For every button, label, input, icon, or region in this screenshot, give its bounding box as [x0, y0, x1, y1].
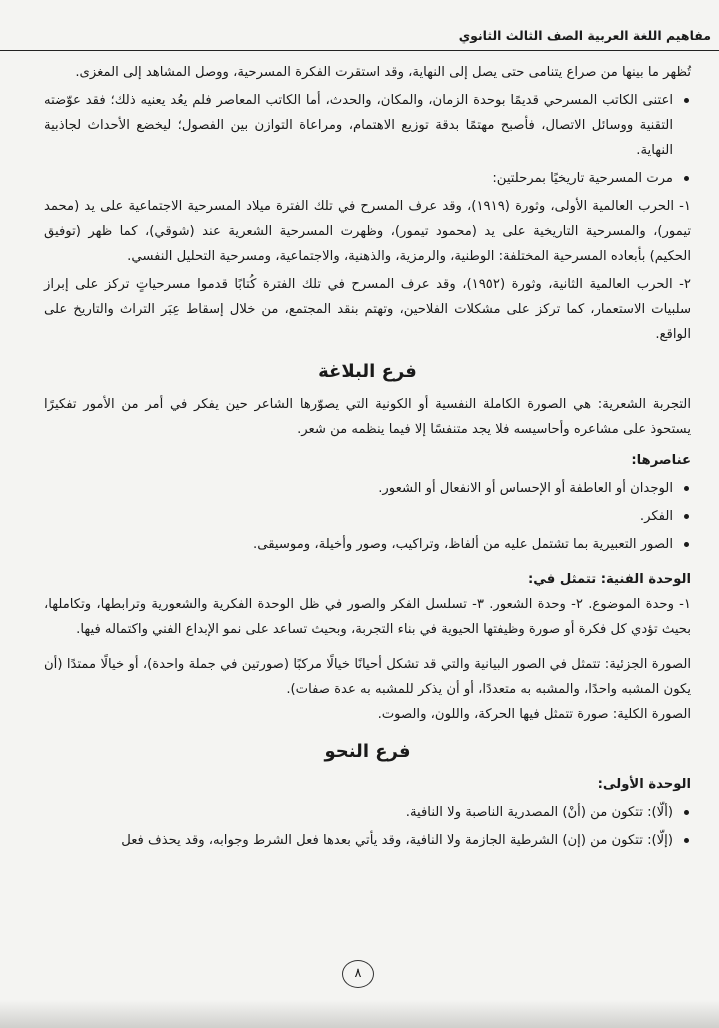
element-item [44, 504, 691, 529]
artistic-unity-heading: الوحدة الفنية: تتمثل في: [527, 572, 691, 587]
nahw-item [44, 800, 691, 825]
page-content [44, 60, 691, 853]
poetic-experience-definition: التجربة الشعرية: هي الصورة الكاملة النفسية أو الكونية التي يصوّرها الشاعر حين يفكر في أمر من الأمور تفكيرًا يستحوذ على مشاعره وأحاسيسه فلا يجد متنفسًا إلا فيما ينظمه من شعر. [44, 397, 691, 437]
bullet-dot-icon [684, 514, 689, 519]
nahw-item-text: (إلّا): تتكون من (إن) الشرطية الجازمة ولا النافية، وقد يأتي بعدها فعل الشرط وجوابه، وقد يحذف فعل [121, 833, 673, 848]
element-item [44, 532, 691, 557]
bullet-dot-icon [684, 176, 689, 181]
section-title-balagha: فرع البلاغة [318, 361, 417, 382]
bullet-dot-icon [684, 98, 689, 103]
bottom-shadow [0, 1000, 719, 1028]
bullet-item [44, 88, 691, 163]
bullet-dot-icon [684, 486, 689, 491]
nahw-item [44, 828, 691, 853]
bullet-dot-icon [684, 542, 689, 547]
bullet-text: اعتنى الكاتب المسرحي قديمًا بوحدة الزمان، والمكان، والحدث، أما الكاتب المعاصر فلم يعُد يعنيه ذلك؛ فقد عوّضته التقنية ووسائل الاتصال، فأصبح مهتمًا بدقة توزيع الاهتمام، ومراعاة التوازن بين الفصول؛ ليخضع الأحداث لجاذبية النهاية. [44, 93, 673, 158]
header-title: مفاهيم اللغة العربية الصف الثالث الثانوي [458, 28, 711, 43]
element-text: الفكر. [639, 509, 673, 524]
bullet-item [44, 166, 691, 191]
bullet-dot-icon [684, 838, 689, 843]
artistic-unity-text: ١- وحدة الموضوع. ٢- وحدة الشعور. ٣- تسلسل الفكر والصور في ظل الوحدة الفكرية والشعورية وترابطها، وتكاملها، بحيث تؤدي كل فكرة أو صورة وظيفتها الحيوية في بناء التجربة، وبحيث تساعد على نمو الإبداع الفني واكتماله فيها. [44, 597, 691, 637]
stage-item-2: ٢- الحرب العالمية الثانية، وثورة (١٩٥٢)، وقد عرف المسرح في تلك الفترة كُتابًا قدموا مسرحياتٍ تركز على إبراز سلبيات الاستعمار، كما تركز على مشكلات الفلاحين، وتهتم بنقد المجتمع، من خلال إسقاط عِبَر التراث والتاريخ على الواقع. [44, 277, 691, 342]
element-text: الصور التعبيرية بما تشتمل عليه من ألفاظ، وتراكيب، وصور وأخيلة، وموسيقى. [253, 537, 673, 552]
unit-one-heading: الوحدة الأولى: [597, 777, 691, 792]
element-text: الوجدان أو العاطفة أو الإحساس أو الانفعال أو الشعور. [378, 481, 673, 496]
nahw-item-text: (ألّا): تتكون من (أنْ) المصدرية الناصبة ولا النافية. [405, 805, 673, 820]
total-image-text: الصورة الكلية: صورة تتمثل فيها الحركة، واللون، والصوت. [377, 707, 691, 722]
section-title-nahw: فرع النحو [324, 741, 411, 762]
bullet-dot-icon [684, 810, 689, 815]
page-header [0, 24, 719, 51]
elements-heading: عناصرها: [631, 453, 691, 468]
partial-image-text: الصورة الجزئية: تتمثل في الصور البيانية والتي قد تشكل أحيانًا خيالًا مركبًا (صورتين في جملة واحدة)، أو خيالًا ممتدًا (أن يكون المشبه واحدًا، والمشبه به متعددًا، أو أن يذكر للمشبه به عدة صفات). [44, 657, 691, 697]
stage-item-1: ١- الحرب العالمية الأولى، وثورة (١٩١٩)، وقد عرف المسرح في تلك الفترة ميلاد المسرحية الاجتماعية على يد (محمد تيمور)، والمسرحية التاريخية على يد (محمود تيمور)، وظهرت المسرحية الشعرية عند (شوقي)، كما ظهر (توفيق الحكيم) بأبعاده المسرحية المختلفة: الوطنية، والرمزية، والذهنية، والاجتماعية، ومسرحية التحليل النفسي. [44, 199, 692, 264]
element-item [44, 476, 691, 501]
page-number: ٨ [342, 960, 374, 988]
intro-paragraph: تُظهر ما بينها من صراع يتنامى حتى يصل إلى النهاية، وقد استقرت الفكرة المسرحية، ووصل المشاهد إلى المغزى. [75, 65, 691, 80]
bullet-text: مرت المسرحية تاريخيًا بمرحلتين: [492, 171, 673, 186]
